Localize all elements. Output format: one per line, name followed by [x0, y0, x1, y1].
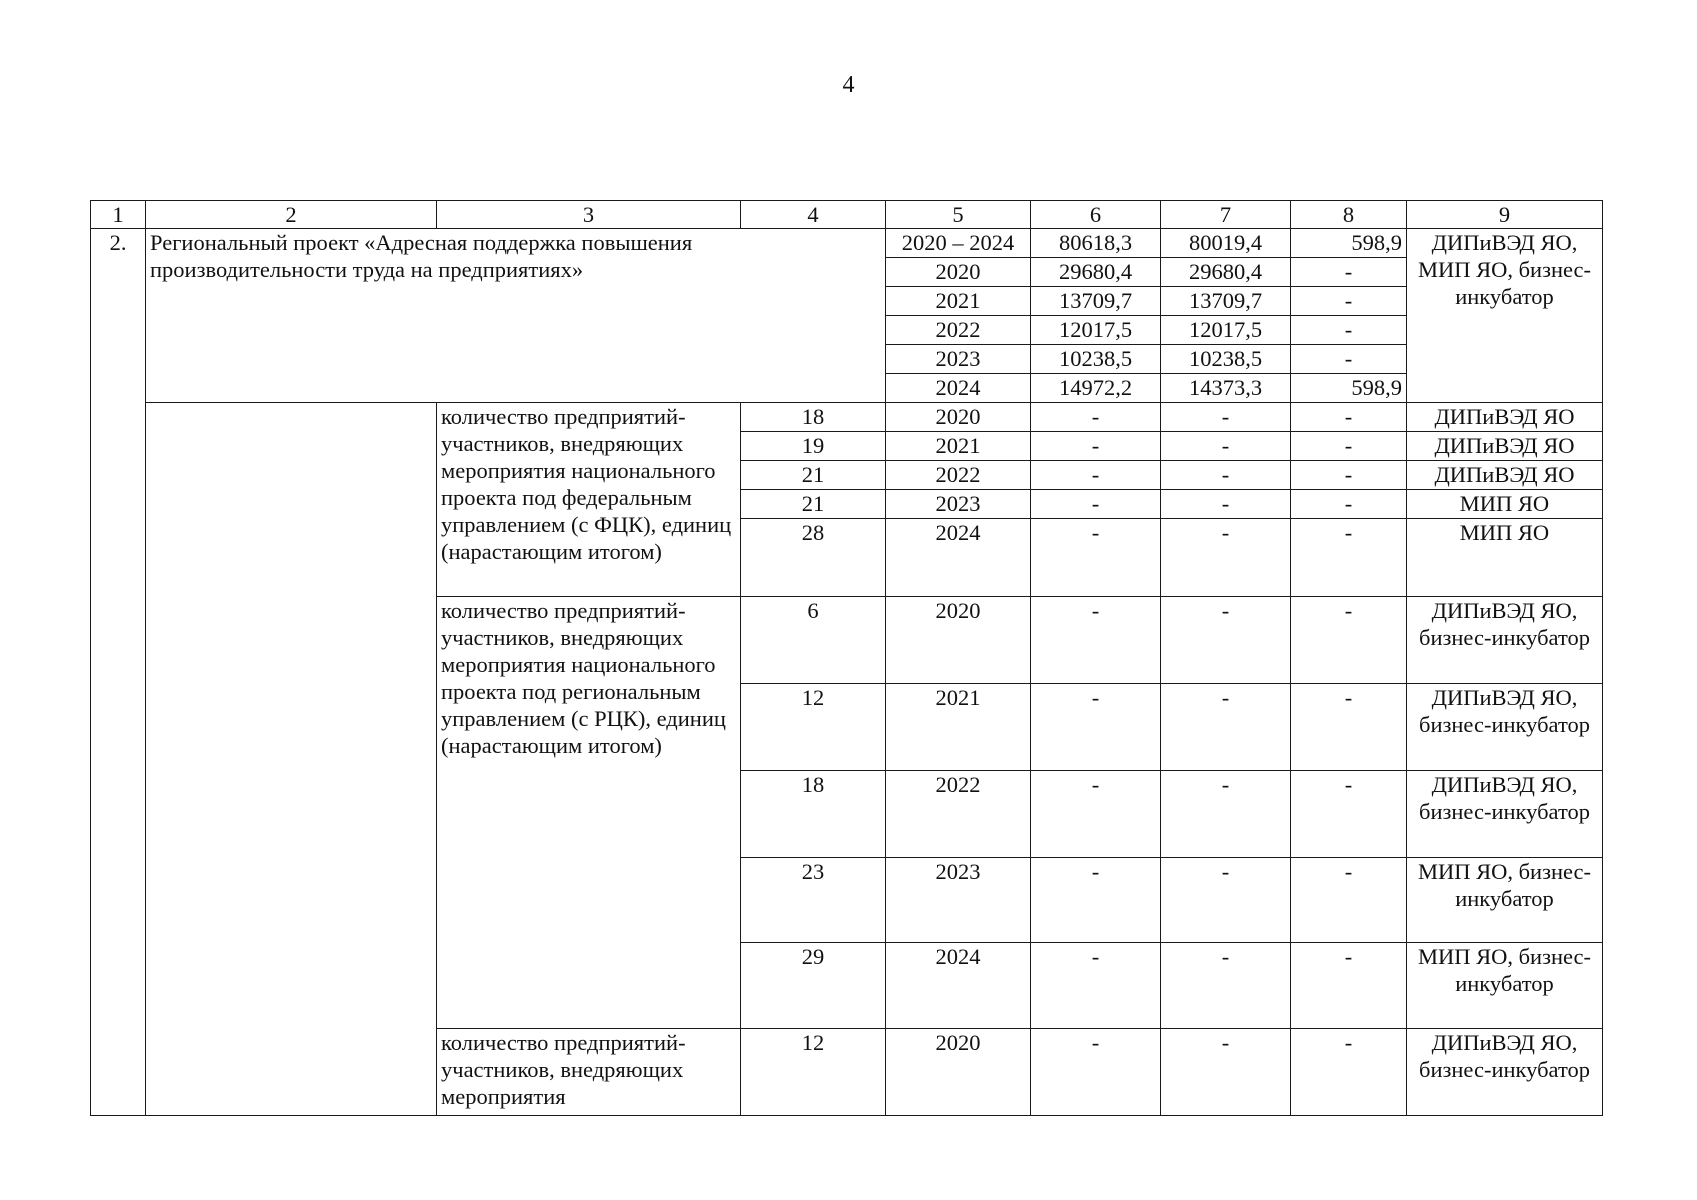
column-number: 2 — [146, 201, 437, 229]
indicator-name: количество предприятий-участников, внедряющих мероприятия — [437, 1029, 741, 1116]
year-cell: 2020 – 2024 — [886, 229, 1031, 258]
amount-total: 29680,4 — [1031, 258, 1161, 287]
responsible-cell: МИП ЯО — [1407, 490, 1603, 519]
amount-total: - — [1031, 943, 1161, 1029]
year-cell: 2021 — [886, 432, 1031, 461]
indicator-value: 12 — [741, 1029, 886, 1116]
indicator-value: 28 — [741, 519, 886, 597]
year-cell: 2021 — [886, 287, 1031, 316]
section-number: 2. — [91, 229, 146, 1116]
amount-col7: 10238,5 — [1161, 345, 1291, 374]
indicator-value: 19 — [741, 432, 886, 461]
amount-col8: - — [1291, 519, 1407, 597]
amount-col7: - — [1161, 943, 1291, 1029]
amount-col7: - — [1161, 490, 1291, 519]
amount-total: - — [1031, 432, 1161, 461]
amount-col7: - — [1161, 684, 1291, 771]
section-responsible: ДИПиВЭД ЯО, МИП ЯО, бизнес-инкубатор — [1407, 229, 1603, 403]
amount-col8: 598,9 — [1291, 229, 1407, 258]
indicator-value: 23 — [741, 858, 886, 943]
year-cell: 2022 — [886, 461, 1031, 490]
column-number-row — [91, 201, 1603, 229]
table-row — [91, 403, 1603, 432]
amount-col7: - — [1161, 461, 1291, 490]
amount-col8: - — [1291, 684, 1407, 771]
amount-total: - — [1031, 1029, 1161, 1116]
year-cell: 2021 — [886, 684, 1031, 771]
amount-col8: - — [1291, 287, 1407, 316]
year-cell: 2022 — [886, 771, 1031, 858]
table-row — [91, 229, 1603, 258]
amount-total: 13709,7 — [1031, 287, 1161, 316]
blank-cell — [146, 403, 437, 1116]
indicator-value: 18 — [741, 771, 886, 858]
amount-col8: - — [1291, 345, 1407, 374]
responsible-cell: ДИПиВЭД ЯО — [1407, 432, 1603, 461]
amount-col7: 12017,5 — [1161, 316, 1291, 345]
amount-col8: - — [1291, 490, 1407, 519]
year-cell: 2023 — [886, 490, 1031, 519]
indicator-value: 6 — [741, 597, 886, 684]
amount-col8: - — [1291, 432, 1407, 461]
amount-total: - — [1031, 597, 1161, 684]
column-number: 9 — [1407, 201, 1603, 229]
responsible-cell: ДИПиВЭД ЯО, бизнес-инкубатор — [1407, 597, 1603, 684]
column-number: 3 — [437, 201, 741, 229]
amount-total: - — [1031, 490, 1161, 519]
amount-col8: - — [1291, 771, 1407, 858]
year-cell: 2020 — [886, 597, 1031, 684]
amount-total: - — [1031, 684, 1161, 771]
program-table — [90, 200, 1603, 1116]
amount-col8: - — [1291, 597, 1407, 684]
column-number: 5 — [886, 201, 1031, 229]
indicator-value: 21 — [741, 461, 886, 490]
year-cell: 2020 — [886, 1029, 1031, 1116]
amount-total: - — [1031, 519, 1161, 597]
year-cell: 2024 — [886, 943, 1031, 1029]
column-number: 8 — [1291, 201, 1407, 229]
responsible-cell: ДИПиВЭД ЯО, бизнес-инкубатор — [1407, 684, 1603, 771]
amount-col8: - — [1291, 1029, 1407, 1116]
amount-col7: - — [1161, 1029, 1291, 1116]
year-cell: 2023 — [886, 858, 1031, 943]
amount-col7: - — [1161, 858, 1291, 943]
year-cell: 2020 — [886, 403, 1031, 432]
amount-col7: 80019,4 — [1161, 229, 1291, 258]
responsible-cell: МИП ЯО — [1407, 519, 1603, 597]
amount-total: - — [1031, 771, 1161, 858]
amount-col8: - — [1291, 943, 1407, 1029]
amount-total: 80618,3 — [1031, 229, 1161, 258]
amount-total: - — [1031, 858, 1161, 943]
responsible-cell: МИП ЯО, бизнес-инкубатор — [1407, 858, 1603, 943]
amount-col7: - — [1161, 403, 1291, 432]
year-cell: 2020 — [886, 258, 1031, 287]
section-title: Региональный проект «Адресная поддержка повышения производительности труда на предприятиях» — [146, 229, 886, 403]
page-number: 4 — [842, 72, 855, 98]
amount-col7: - — [1161, 597, 1291, 684]
responsible-cell: ДИПиВЭД ЯО, бизнес-инкубатор — [1407, 771, 1603, 858]
amount-col7: 14373,3 — [1161, 374, 1291, 403]
column-number: 1 — [91, 201, 146, 229]
amount-col8: - — [1291, 461, 1407, 490]
responsible-cell: ДИПиВЭД ЯО — [1407, 403, 1603, 432]
amount-col7: - — [1161, 771, 1291, 858]
amount-col8: - — [1291, 858, 1407, 943]
indicator-value: 18 — [741, 403, 886, 432]
amount-col8: - — [1291, 316, 1407, 345]
amount-col8: - — [1291, 403, 1407, 432]
year-cell: 2023 — [886, 345, 1031, 374]
amount-col8: 598,9 — [1291, 374, 1407, 403]
responsible-cell: ДИПиВЭД ЯО, бизнес-инкубатор — [1407, 1029, 1603, 1116]
amount-total: 12017,5 — [1031, 316, 1161, 345]
amount-col7: - — [1161, 519, 1291, 597]
amount-col8: - — [1291, 258, 1407, 287]
amount-total: 10238,5 — [1031, 345, 1161, 374]
amount-col7: - — [1161, 432, 1291, 461]
responsible-cell: МИП ЯО, бизнес-инкубатор — [1407, 943, 1603, 1029]
indicator-name: количество предприятий-участников, внедряющих мероприятия национального проекта под федеральным управлением (с ФЦК), единиц (нарастающим итогом) — [437, 403, 741, 597]
amount-col7: 13709,7 — [1161, 287, 1291, 316]
year-cell: 2022 — [886, 316, 1031, 345]
year-cell: 2024 — [886, 519, 1031, 597]
column-number: 6 — [1031, 201, 1161, 229]
indicator-name: количество предприятий-участников, внедряющих мероприятия национального проекта под региональным управлением (с РЦК), единиц (нарастающим итогом) — [437, 597, 741, 1029]
indicator-value: 29 — [741, 943, 886, 1029]
year-cell: 2024 — [886, 374, 1031, 403]
amount-col7: 29680,4 — [1161, 258, 1291, 287]
amount-total: 14972,2 — [1031, 374, 1161, 403]
column-number: 7 — [1161, 201, 1291, 229]
indicator-value: 21 — [741, 490, 886, 519]
amount-total: - — [1031, 461, 1161, 490]
responsible-cell: ДИПиВЭД ЯО — [1407, 461, 1603, 490]
indicator-value: 12 — [741, 684, 886, 771]
column-number: 4 — [741, 201, 886, 229]
amount-total: - — [1031, 403, 1161, 432]
